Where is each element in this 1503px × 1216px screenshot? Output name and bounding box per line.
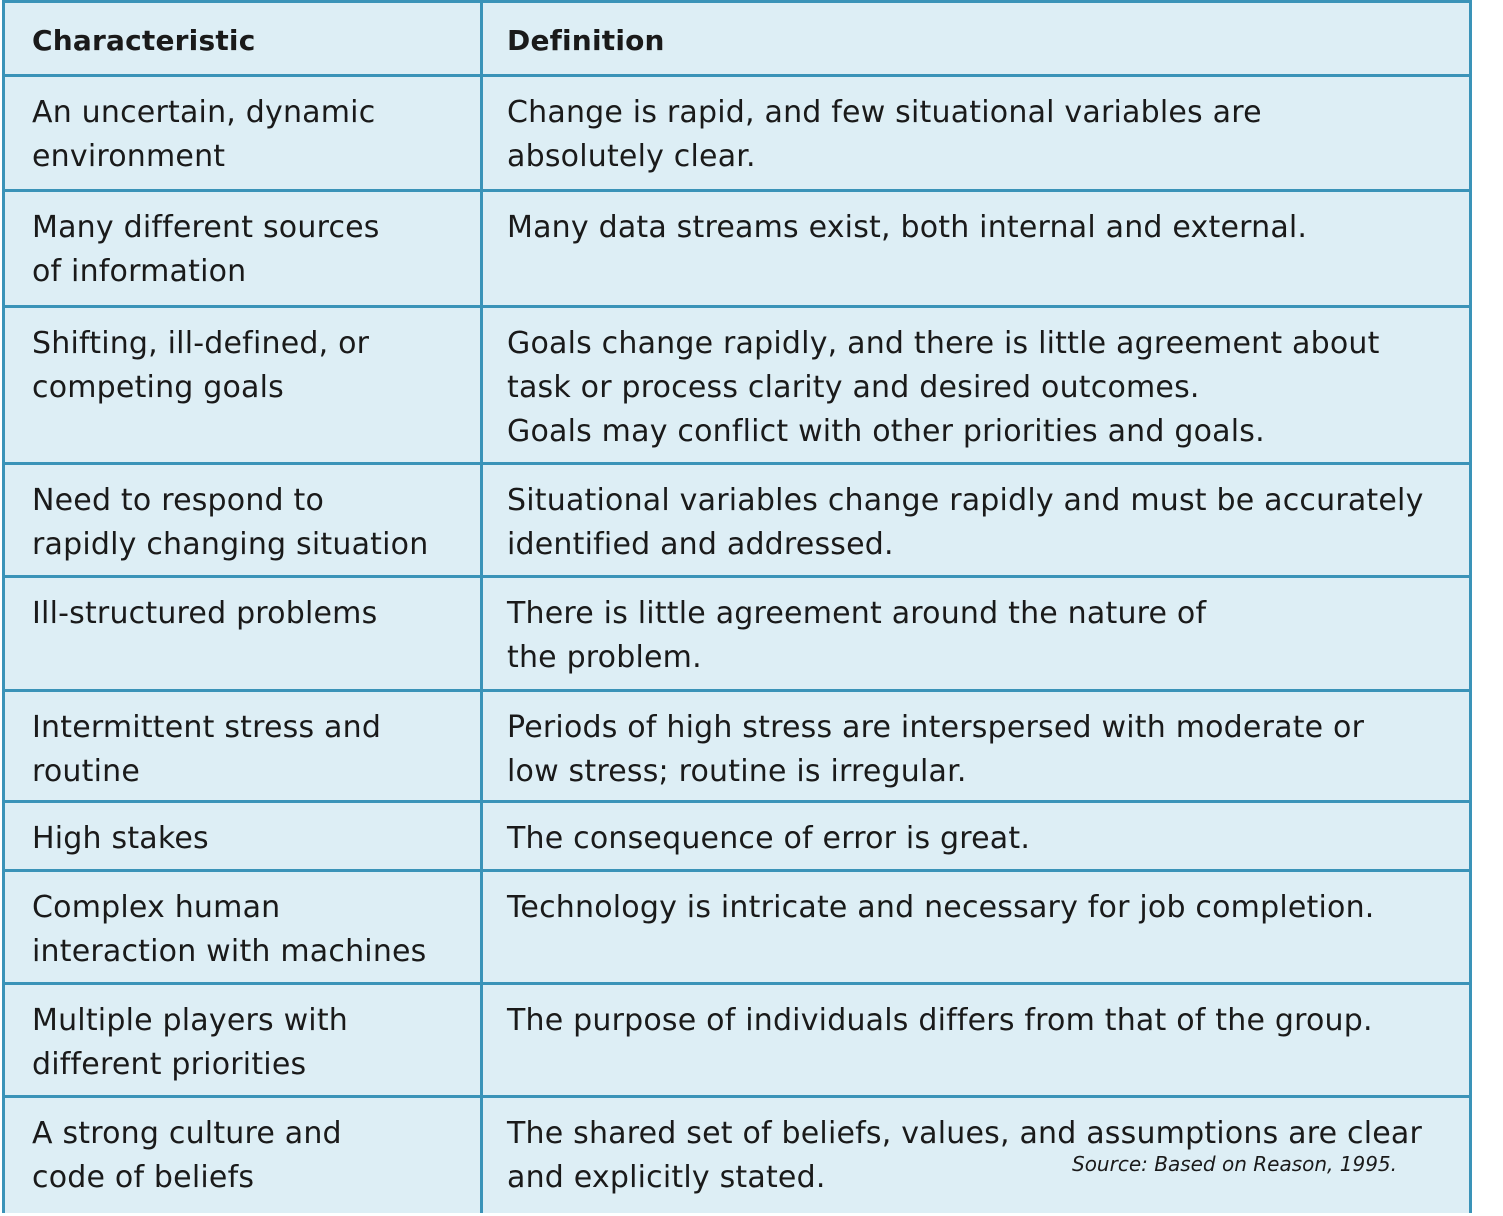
characteristic-text: Complex human: [32, 890, 281, 925]
column-divider: [480, 3, 483, 1213]
characteristic-text: Shifting, ill-defined, or: [32, 326, 370, 361]
header-definition: Definition: [507, 24, 665, 57]
characteristic-text: environment: [32, 139, 226, 174]
definition-cell: [507, 206, 1457, 250]
table-row: [5, 985, 1469, 1098]
characteristic-cell: [32, 206, 472, 294]
definition-text: Change is rapid, and few situational variables are: [507, 95, 1262, 130]
characteristic-cell: [32, 706, 472, 794]
definition-text: Goals may conflict with other priorities and goals.: [507, 414, 1265, 449]
definition-cell: [507, 592, 1457, 680]
definition-text: and explicitly stated.: [507, 1160, 826, 1195]
header-characteristic: Characteristic: [32, 24, 256, 57]
definition-text: identified and addressed.: [507, 527, 894, 562]
characteristic-text: routine: [32, 754, 141, 789]
characteristic-text: different priorities: [32, 1047, 307, 1082]
characteristic-text: competing goals: [32, 370, 285, 405]
table-row: [5, 308, 1469, 465]
table-row: [5, 77, 1469, 192]
header-row: [5, 3, 1469, 77]
characteristic-text: Need to respond to: [32, 483, 325, 518]
definition-text: Situational variables change rapidly and must be accurately: [507, 483, 1424, 518]
table-row: [5, 692, 1469, 803]
characteristic-text: Ill-structured problems: [32, 596, 378, 631]
definition-cell: [507, 322, 1457, 454]
table-row: [5, 192, 1469, 308]
definition-text: Periods of high stress are interspersed with moderate or: [507, 710, 1365, 745]
definition-text: There is little agreement around the nature of: [507, 596, 1207, 631]
characteristic-text: A strong culture and: [32, 1116, 342, 1151]
characteristic-cell: [32, 817, 472, 861]
definition-text: task or process clarity and desired outcomes.: [507, 370, 1200, 405]
table-row: [5, 578, 1469, 692]
definition-cell: [507, 886, 1457, 930]
definition-text: The shared set of beliefs, values, and assumptions are clear: [507, 1116, 1423, 1151]
characteristic-text: interaction with machines: [32, 934, 427, 969]
characteristic-text: code of beliefs: [32, 1160, 255, 1195]
definition-text: Many data streams exist, both internal and external.: [507, 210, 1308, 245]
definition-cell: [507, 817, 1457, 861]
definition-text: The consequence of error is great.: [507, 821, 1031, 856]
characteristic-text: of information: [32, 254, 247, 289]
table-row: [5, 872, 1469, 985]
characteristic-text: An uncertain, dynamic: [32, 95, 376, 130]
definition-cell: [507, 91, 1457, 179]
characteristic-text: High stakes: [32, 821, 209, 856]
characteristic-text: Many different sources: [32, 210, 380, 245]
definition-text: the problem.: [507, 640, 702, 675]
characteristic-cell: [32, 999, 472, 1087]
characteristics-table: [2, 0, 1472, 1213]
definition-cell: [507, 479, 1457, 567]
definition-cell: [507, 706, 1457, 794]
characteristic-text: Multiple players with: [32, 1003, 349, 1038]
characteristic-cell: [32, 91, 472, 179]
definition-text: absolutely clear.: [507, 139, 756, 174]
characteristic-cell: [32, 479, 472, 567]
characteristic-cell: [32, 592, 472, 636]
characteristic-cell: [32, 322, 472, 410]
definition-cell: [507, 999, 1457, 1043]
characteristic-cell: [32, 1112, 472, 1200]
definition-text: The purpose of individuals differs from that of the group.: [507, 1003, 1373, 1038]
definition-text: low stress; routine is irregular.: [507, 754, 967, 789]
definition-text: Technology is intricate and necessary for job completion.: [507, 890, 1375, 925]
source-note: Source: Based on Reason, 1995.: [1072, 1152, 1398, 1176]
table-row: [5, 465, 1469, 578]
characteristic-text: Intermittent stress and: [32, 710, 382, 745]
definition-text: Goals change rapidly, and there is little agreement about: [507, 326, 1380, 361]
characteristic-text: rapidly changing situation: [32, 527, 429, 562]
characteristic-cell: [32, 886, 472, 974]
table-row: [5, 803, 1469, 872]
